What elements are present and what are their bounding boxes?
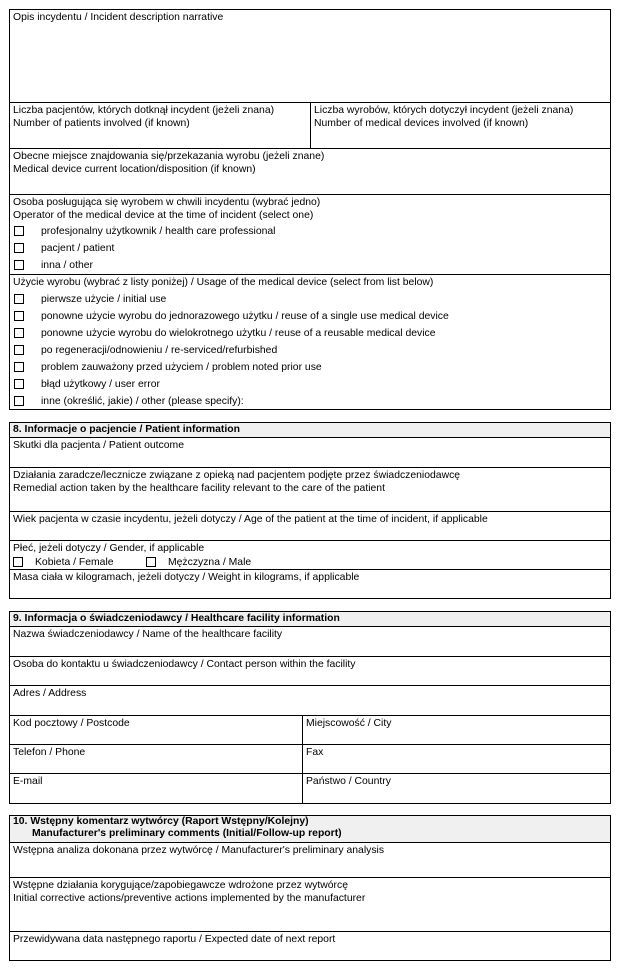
next-report-date-label: Przewidywana data następnego raportu / Expected date of next report	[13, 934, 336, 945]
narrative-field[interactable]	[10, 10, 610, 102]
patient-age-field[interactable]	[10, 511, 610, 540]
usage-reuse-reusable-checkbox[interactable]	[14, 328, 24, 338]
gender-male-label: Mężczyzna / Male	[168, 557, 252, 568]
address-label: Adres / Address	[13, 688, 87, 699]
corrective-actions-label-en: Initial corrective actions/preventive actions implemented by the manufacturer	[13, 893, 366, 904]
usage-reuse-reusable-label: ponowne użycie wyrobu do wielokrotnego użytku / reuse of a reusable medical device	[41, 328, 436, 339]
patient-weight-field[interactable]	[10, 569, 610, 598]
usage-initial-label: pierwsze użycie / initial use	[41, 294, 167, 305]
facility-name-field[interactable]	[10, 626, 610, 656]
city-field[interactable]	[302, 715, 610, 744]
remedial-action-label-pl: Działania zaradcze/lecznicze związane z opieką nad pacjentem podjęte przez świadczeniodawcę	[13, 470, 461, 481]
phone-field[interactable]	[10, 744, 302, 773]
operator-other-label: inna / other	[41, 260, 93, 271]
usage-user-error-label: błąd użytkowy / user error	[41, 379, 160, 390]
patient-weight-label: Masa ciała w kilogramach, jeżeli dotyczy / Weight in kilograms, if applicable	[13, 572, 360, 583]
patient-outcome-label: Skutki dla pacjenta / Patient outcome	[13, 440, 184, 451]
gender-female-checkbox[interactable]	[13, 557, 23, 567]
usage-initial-checkbox[interactable]	[14, 294, 24, 304]
usage-label: Użycie wyrobu (wybrać z listy poniżej) / Usage of the medical device (select from list below)	[13, 277, 434, 288]
operator-other-checkbox[interactable]	[14, 260, 24, 270]
devices-involved-label-en: Number of medical devices involved (if known)	[314, 118, 529, 129]
phone-label: Telefon / Phone	[13, 747, 86, 758]
healthcare-facility-section	[9, 611, 611, 804]
devices-involved-label-pl: Liczba wyrobów, których dotyczył incydent (jeżeli znana)	[314, 105, 574, 116]
section-9-title: 9. Informacja o świadczeniodawcy / Healthcare facility information	[13, 613, 340, 624]
email-label: E-mail	[13, 776, 43, 787]
country-field[interactable]	[302, 773, 610, 803]
usage-other-checkbox[interactable]	[14, 396, 24, 406]
patients-involved-label-pl: Liczba pacjentów, których dotknął incydent (jeżeli znana)	[13, 105, 275, 116]
country-label: Państwo / Country	[306, 776, 391, 787]
contact-person-label: Osoba do kontaktu u świadczeniodawcy / Contact person within the facility	[13, 659, 356, 670]
postcode-label: Kod pocztowy / Postcode	[13, 718, 130, 729]
usage-refurbished-checkbox[interactable]	[14, 345, 24, 355]
operator-professional-checkbox[interactable]	[14, 226, 24, 236]
remedial-action-label-en: Remedial action taken by the healthcare facility relevant to the care of the patient	[13, 483, 385, 494]
usage-user-error-checkbox[interactable]	[14, 379, 24, 389]
incident-details-section	[9, 9, 611, 410]
corrective-actions-label-pl: Wstępne działania korygujące/zapobiegawcze wdrożone przez wytwórcę	[13, 880, 348, 891]
gender-female-label: Kobieta / Female	[35, 557, 114, 568]
corrective-actions-field[interactable]	[10, 877, 610, 931]
operator-label-en: Operator of the medical device at the time of incident (select one)	[13, 210, 314, 221]
section-10-title-pl: 10. Wstępny komentarz wytwórcy (Raport Wstępny/Kolejny)	[13, 816, 309, 827]
email-field[interactable]	[10, 773, 302, 803]
device-location-label-pl: Obecne miejsce znajdowania się/przekazania wyrobu (jeżeli znane)	[13, 151, 325, 162]
section-10-title-en: Manufacturer's preliminary comments (Initial/Follow-up report)	[32, 828, 342, 839]
address-field[interactable]	[10, 685, 610, 715]
usage-reuse-single-label: ponowne użycie wyrobu do jednorazowego użytku / reuse of a single use medical device	[41, 311, 449, 322]
preliminary-analysis-field[interactable]	[10, 842, 610, 877]
patient-outcome-field[interactable]	[10, 437, 610, 467]
operator-patient-checkbox[interactable]	[14, 243, 24, 253]
patients-involved-label-en: Number of patients involved (if known)	[13, 118, 190, 129]
patient-gender-label: Płeć, jeżeli dotyczy / Gender, if applicable	[13, 543, 205, 554]
remedial-action-field[interactable]	[10, 467, 610, 511]
fax-label: Fax	[306, 747, 324, 758]
usage-field	[10, 274, 610, 409]
patient-age-label: Wiek pacjenta w czasie incydentu, jeżeli dotyczy / Age of the patient at the time of incident, if applicable	[13, 514, 488, 525]
usage-prior-use-checkbox[interactable]	[14, 362, 24, 372]
operator-professional-label: profesjonalny użytkownik / health care professional	[41, 226, 276, 237]
operator-patient-label: pacjent / patient	[41, 243, 115, 254]
gender-male-checkbox[interactable]	[146, 557, 156, 567]
usage-other-label: inne (określić, jakie) / other (please specify):	[41, 396, 244, 407]
devices-involved-field[interactable]	[310, 102, 610, 148]
fax-field[interactable]	[302, 744, 610, 773]
patient-gender-field	[10, 540, 610, 569]
device-location-label-en: Medical device current location/disposition (if known)	[13, 164, 256, 175]
section-8-title: 8. Informacje o pacjencie / Patient information	[13, 424, 240, 435]
manufacturer-comments-section	[9, 815, 611, 961]
contact-person-field[interactable]	[10, 656, 610, 685]
device-location-field[interactable]	[10, 148, 610, 194]
section-9-header	[10, 612, 610, 626]
patient-information-section	[9, 422, 611, 599]
next-report-date-field[interactable]	[10, 931, 610, 960]
patients-involved-field[interactable]	[10, 102, 310, 148]
section-10-header	[10, 816, 610, 842]
usage-prior-use-label: problem zauważony przed użyciem / problem noted prior use	[41, 362, 322, 373]
preliminary-analysis-label: Wstępna analiza dokonana przez wytwórcę / Manufacturer's preliminary analysis	[13, 845, 385, 856]
narrative-label: Opis incydentu / Incident description narrative	[13, 12, 224, 23]
postcode-field[interactable]	[10, 715, 302, 744]
facility-name-label: Nazwa świadczeniodawcy / Name of the healthcare facility	[13, 629, 283, 640]
city-label: Miejscowość / City	[306, 718, 392, 729]
operator-field	[10, 194, 610, 274]
usage-refurbished-label: po regeneracji/odnowieniu / re-serviced/refurbished	[41, 345, 278, 356]
usage-reuse-single-checkbox[interactable]	[14, 311, 24, 321]
section-8-header	[10, 423, 610, 437]
operator-label-pl: Osoba posługująca się wyrobem w chwili incydentu (wybrać jedno)	[13, 197, 321, 208]
